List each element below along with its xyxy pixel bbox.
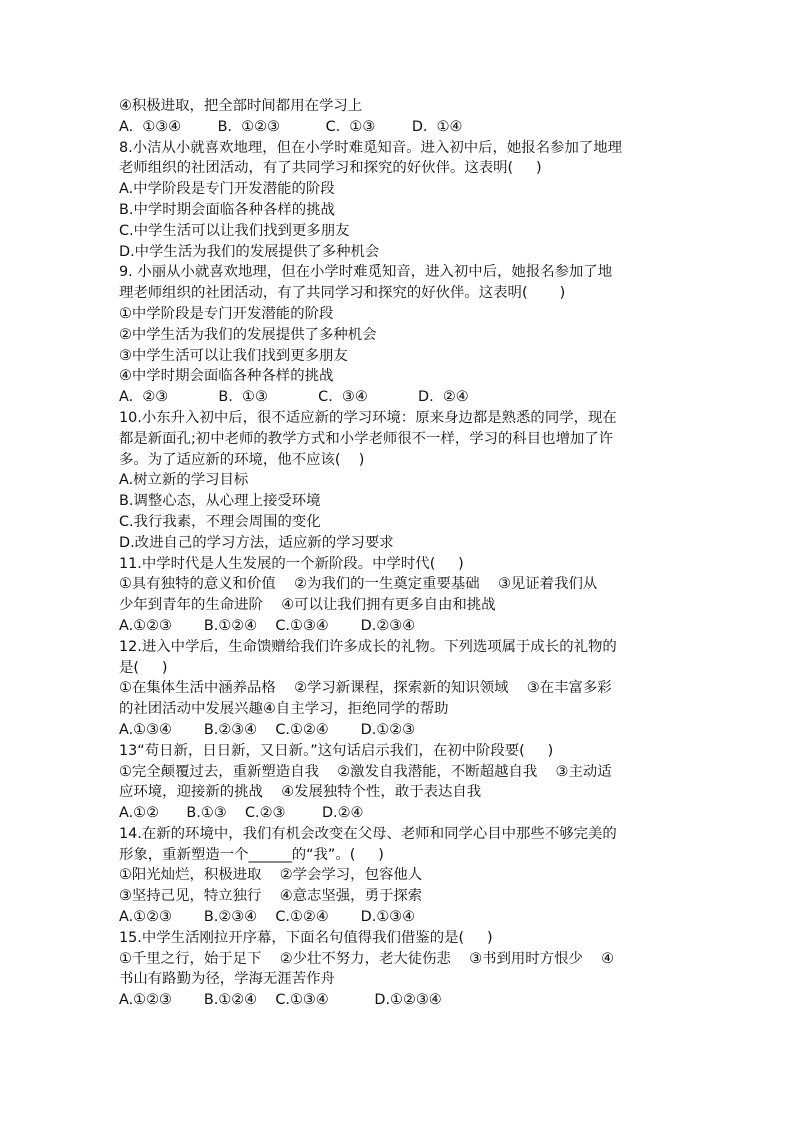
- option-line: D.中学生活为我们的发展提供了多种机会: [119, 243, 380, 260]
- option-line: D.改进自己的学习方法，适应新的学习要求: [119, 534, 394, 551]
- question-9-text: 9. 小丽从小就喜欢地理，但在小学时难觅知音，进入初中后，她报名参加了地: [119, 264, 613, 281]
- question-13-text: 13“苟日新，日日新，又日新。”这句话启示我们，在初中阶段要( ): [119, 742, 554, 759]
- statement-line: ①完全颠覆过去，重新塑造自我 ②激发自我潜能，不断超越自我 ③主动适: [119, 763, 612, 780]
- statement-line: ①具有独特的意义和价值 ②为我们的一生奠定重要基础 ③见证着我们从: [119, 576, 598, 593]
- option-line: C.中学生活可以让我们找到更多朋友: [119, 222, 350, 239]
- statement-line: ④中学时期会面临各种各样的挑战: [119, 368, 334, 385]
- statement-line: 少年到青年的生命进阶 ④可以让我们拥有更多自由和挑战: [119, 597, 496, 614]
- question-15-text: 15.中学生活刚拉开序幕，下面名句值得我们借鉴的是( ): [119, 929, 493, 946]
- text-line: ④积极进取，把全部时间都用在学习上: [119, 98, 363, 114]
- statement-line: 应环境，迎接新的挑战 ④发展独特个性，敢于表达自我: [119, 784, 482, 801]
- document-page: [119, 96, 679, 1011]
- question-12-text: 是( ): [119, 659, 168, 676]
- statement-line: 的社团活动中发展兴趣④自主学习，拒绝同学的帮助: [119, 701, 449, 718]
- question-14-text: 形象，重新塑造一个______的“我”。( ): [119, 846, 384, 863]
- option-line: A.中学阶段是专门开发潜能的阶段: [119, 181, 335, 198]
- question-8-text: 8.小洁从小就喜欢地理，但在小学时难觅知音。进入初中后，她报名参加了地理: [119, 139, 623, 156]
- answer-options-line: A.①③④ B.②③④ C.①②④ D.①②③: [119, 721, 416, 738]
- question-14-text: 14.在新的环境中，我们有机会改变在父母、老师和同学心目中那些不够完美的: [119, 825, 617, 842]
- statement-line: ②中学生活为我们的发展提供了多种机会: [119, 326, 377, 343]
- statement-line: ①中学阶段是专门开发潜能的阶段: [119, 305, 334, 322]
- answer-options-line: A. ①③④ B. ①②③ C. ①③ D. ①④: [119, 118, 463, 135]
- question-9-text: 理老师组织的社团活动，有了共同学习和探究的好伙伴。这表明( ): [119, 285, 566, 302]
- answer-options-line: A.①②③ B.①②④ C.①③④ D.②③④: [119, 617, 416, 634]
- answer-options-line: A.①② B.①③ C.②③ D.②④: [119, 805, 364, 822]
- question-10-text: 都是新面孔;初中老师的教学方式和小学老师很不一样，学习的科目也增加了许: [119, 430, 614, 447]
- statement-line: 书山有路勤为径，学海无涯苦作舟: [119, 971, 335, 988]
- question-10-text: 多。为了适应新的环境，他不应该( ): [119, 451, 365, 468]
- question-10-text: 10.小东升入初中后，很不适应新的学习环境：原来身边都是熟悉的同学，现在: [119, 409, 617, 426]
- option-line: A.树立新的学习目标: [119, 472, 249, 489]
- option-line: B.中学时期会面临各种各样的挑战: [119, 201, 335, 218]
- statement-line: ①阳光灿烂，积极进取 ②学会学习，包容他人: [119, 867, 423, 884]
- question-11-text: 11.中学时代是人生发展的一个新阶段。中学时代( ): [119, 555, 464, 572]
- statement-line: ③中学生活可以让我们找到更多朋友: [119, 347, 348, 364]
- option-line: C.我行我素，不理会周围的变化: [119, 513, 321, 530]
- statement-line: ①千里之行，始于足下 ②少壮不努力，老大徒伤悲 ③书到用时方恨少 ④: [119, 950, 615, 967]
- answer-options-line: A. ②③ B. ①③ C. ③④ D. ②④: [119, 389, 469, 406]
- statement-line: ①在集体生活中涵养品格 ②学习新课程，探索新的知识领域 ③在丰富多彩: [119, 680, 612, 697]
- statement-line: ③坚持己见，特立独行 ④意志坚强，勇于探索: [119, 888, 423, 905]
- answer-options-line: A.①②③ B.①②④ C.①③④ D.①②③④: [119, 992, 442, 1009]
- answer-options-line: A.①②③ B.②③④ C.①②④ D.①③④: [119, 909, 416, 926]
- question-8-text: 老师组织的社团活动，有了共同学习和探究的好伙伴。这表明( ): [119, 160, 542, 177]
- option-line: B.调整心态，从心理上接受环境: [119, 493, 321, 510]
- question-12-text: 12.进入中学后，生命馈赠给我们许多成长的礼物。下列选项属于成长的礼物的: [119, 638, 617, 655]
